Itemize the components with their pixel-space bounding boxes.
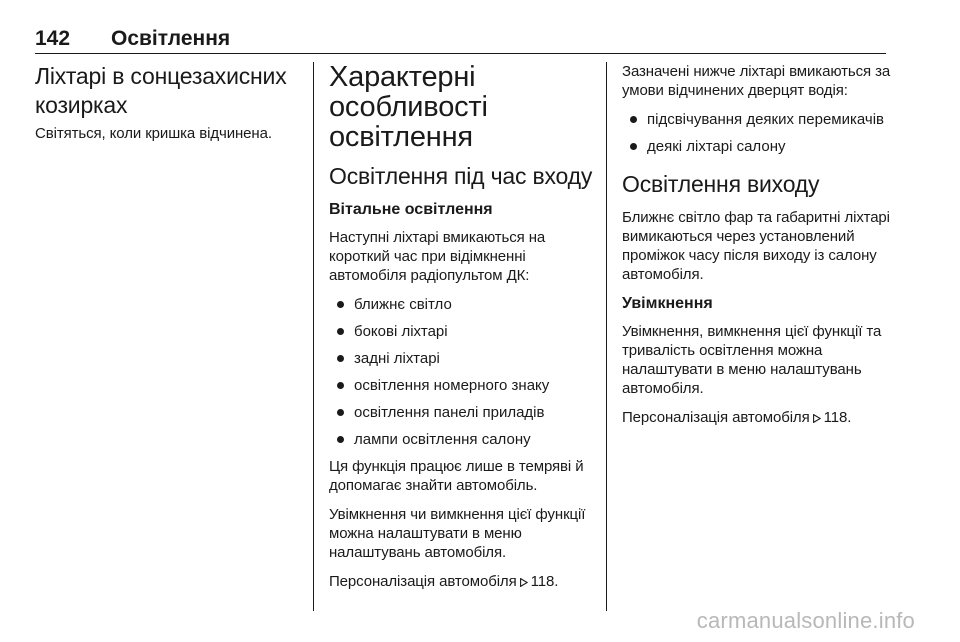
paragraph-title-activation: Увімкнення xyxy=(622,295,713,312)
header-divider xyxy=(35,53,886,54)
paragraph-function-settings: Увімкнення чи вимкнення цієї функції можна налаштувати в меню налаштувань автомобіля. xyxy=(329,506,586,561)
page-header xyxy=(35,27,230,51)
list-item: освітлення панелі приладів xyxy=(329,403,599,422)
paragraph-door-lights: Зазначені нижче ліхтарі вмикаються за умови відчинених дверцят водія: xyxy=(622,63,891,99)
column-1 xyxy=(35,62,305,153)
page-reference-triangle-icon xyxy=(520,578,528,587)
paragraph-title-welcome-lighting: Вітальне освітлення xyxy=(329,201,493,218)
list-item: бокові ліхтарі xyxy=(329,322,599,341)
column-divider-2 xyxy=(606,62,607,611)
column-2 xyxy=(329,62,599,601)
page-reference-triangle-icon xyxy=(813,414,821,423)
subheading-entry-lighting: Освітлення під час входу xyxy=(329,163,593,189)
section-heading-lighting-features: Характерні особливості освітлення xyxy=(329,61,488,153)
watermark: carmanualsonline.info xyxy=(696,608,915,633)
page-reference xyxy=(329,572,599,591)
paragraph-visor-lights: Світяться, коли кришка відчинена. xyxy=(35,125,272,142)
paragraph-exit-lighting: Ближнє світло фар та габаритні ліхтарі вимикаються через установлений проміжок часу після виходу із салону автомобіля. xyxy=(622,209,890,283)
reference-text: Персоналізація автомобіля xyxy=(329,573,517,590)
list-item: деякі ліхтарі салону xyxy=(622,137,892,156)
section-heading-visor-lights: Ліхтарі в сонцезахисних козирках xyxy=(35,63,287,118)
reference-page: 118. xyxy=(530,573,559,590)
bullet-list-lights xyxy=(329,295,599,449)
column-divider-1 xyxy=(313,62,314,611)
list-item: підсвічування деяких перемикачів xyxy=(622,110,892,129)
bullet-list-door-lights xyxy=(622,110,892,156)
subheading-exit-lighting: Освітлення виходу xyxy=(622,171,820,197)
page-title: Освітлення xyxy=(111,27,231,50)
list-item: лампи освітлення салону xyxy=(329,430,599,449)
paragraph-activation: Увімкнення, вимкнення цієї функції та тривалість освітлення можна налаштувати в меню налаштувань автомобіля. xyxy=(622,323,882,397)
list-item: освітлення номерного знаку xyxy=(329,376,599,395)
list-item: задні ліхтарі xyxy=(329,349,599,368)
column-3 xyxy=(622,62,892,437)
paragraph-function-darkness: Ця функція працює лише в темряві й допомагає знайти автомобіль. xyxy=(329,458,584,494)
page-number: 142 xyxy=(35,27,71,50)
page-reference xyxy=(622,408,892,427)
paragraph-intro: Наступні ліхтарі вмикаються на короткий час при відімкненні автомобіля радіопультом ДК: xyxy=(329,229,546,284)
list-item: ближнє світло xyxy=(329,295,599,314)
reference-text: Персоналізація автомобіля xyxy=(622,409,810,426)
reference-page: 118. xyxy=(823,409,852,426)
